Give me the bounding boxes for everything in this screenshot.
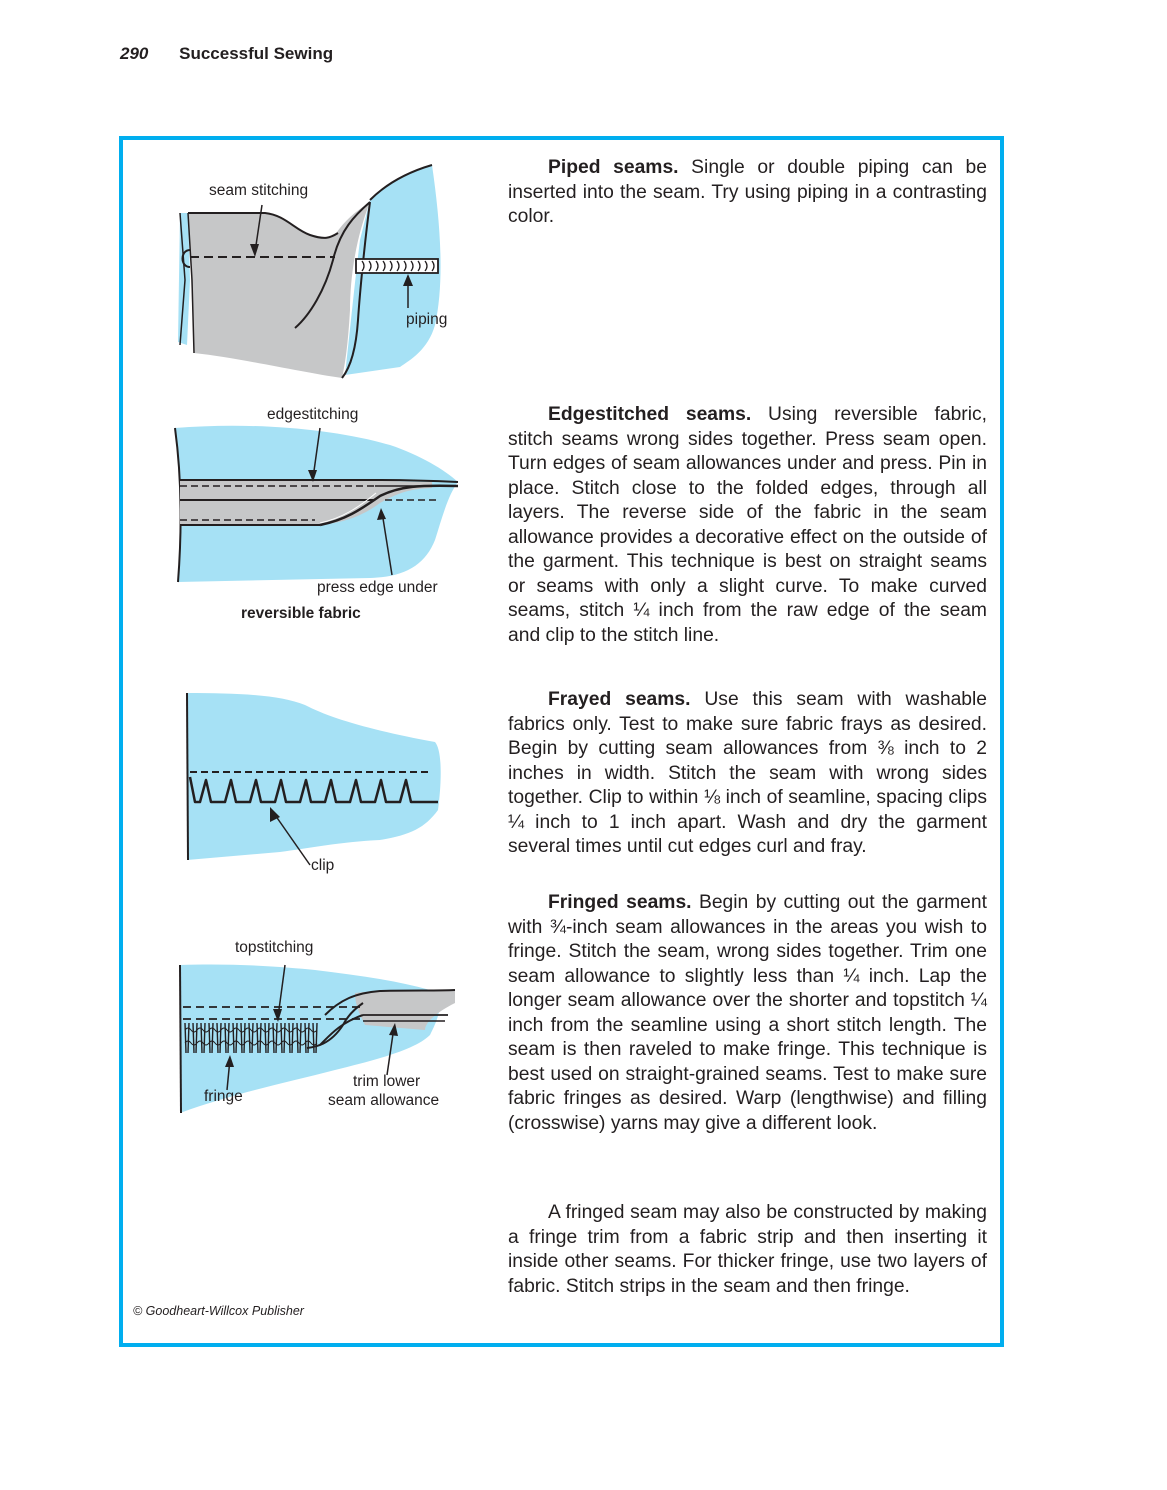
label-trim-lower: trim lower xyxy=(353,1073,421,1090)
caption-reversible-fabric: reversible fabric xyxy=(241,605,361,622)
section-fringe-trim xyxy=(508,1201,987,1299)
section-body: Use this seam with washable fabrics only. Test to make sure fabric frays as desired. Begin by cutting seam allowances from ⅜ inch to 2 inches in width. Stitch the seam with wrong sides together. Clip to within ⅛ inch of seamline, spacing clips ¼ inch to 1 inch apart. Wash and dry the garment several times until cut edges curl and fray. xyxy=(508,689,988,857)
figure-piped-seam xyxy=(170,160,470,380)
label-piping: piping xyxy=(406,311,448,328)
page-number: 290 xyxy=(120,44,149,63)
section-heading: Fringed seams. xyxy=(548,892,692,913)
book-title: Successful Sewing xyxy=(179,44,334,63)
section-fringed-seams xyxy=(508,891,987,1136)
label-edgestitching: edgestitching xyxy=(267,406,359,423)
label-fringe: fringe xyxy=(204,1088,243,1105)
figure-frayed-seam xyxy=(180,690,460,880)
figure-edgestitched-seam xyxy=(170,400,470,630)
section-body: A fringed seam may also be constructed by making a fringe trim from a fabric strip and then inserting it inside other seams. For thicker fringe, use two layers of fabric. Stitch strips in the seam and then fringe. xyxy=(508,1202,987,1297)
section-frayed-seams xyxy=(508,688,987,860)
label-seam-stitching: seam stitching xyxy=(209,182,309,199)
section-edgestitched-seams xyxy=(508,403,987,648)
frayed-seam-illustration xyxy=(180,690,460,880)
section-body: Begin by cutting out the garment with ¾-inch seam allowances in the areas you wish to fringe. Stitch the seam, wrong sides together. Trim one seam allowance to slightly less than ¼ inch. Lap the longer seam allowance over the shorter and topstitch ¼ inch from the seamline using a short stitch length. The seam is then raveled to make fringe. This technique is best used on straight-grained seams. Test to make sure fabric fringes as desired. Warp (lengthwise) and filling (crosswise) yarns may give a different look. xyxy=(508,892,987,1134)
section-heading: Edgestitched seams. xyxy=(548,404,752,425)
section-heading: Piped seams. xyxy=(548,157,679,178)
section-heading: Frayed seams. xyxy=(548,689,691,710)
section-body: Using reversible fabric, stitch seams wrong sides together. Press seam open. Turn edges of seam allowances under and press. Pin in place. Stitch close to the folded edges, through all layers. The reverse side of the fabric in the seam allowance provides a decorative effect on the outside of the garment. This technique is best on straight seams or seams with only a slight curve. To make curved seams, stitch ¼ inch from the raw edge of the seam and clip to the stitch line. xyxy=(508,404,987,646)
figure-fringed-seam xyxy=(175,935,475,1115)
label-press-edge-under: press edge under xyxy=(317,579,438,596)
section-body: Single or double piping can be inserted into the seam. Try using piping in a contrasting color. xyxy=(508,157,987,227)
label-clip: clip xyxy=(311,857,335,874)
copyright-credit: © Goodheart-Willcox Publisher xyxy=(133,1304,304,1318)
section-piped-seams xyxy=(508,156,987,230)
label-seam-allowance: seam allowance xyxy=(328,1092,440,1109)
running-head xyxy=(120,44,333,64)
label-topstitching: topstitching xyxy=(235,939,314,956)
